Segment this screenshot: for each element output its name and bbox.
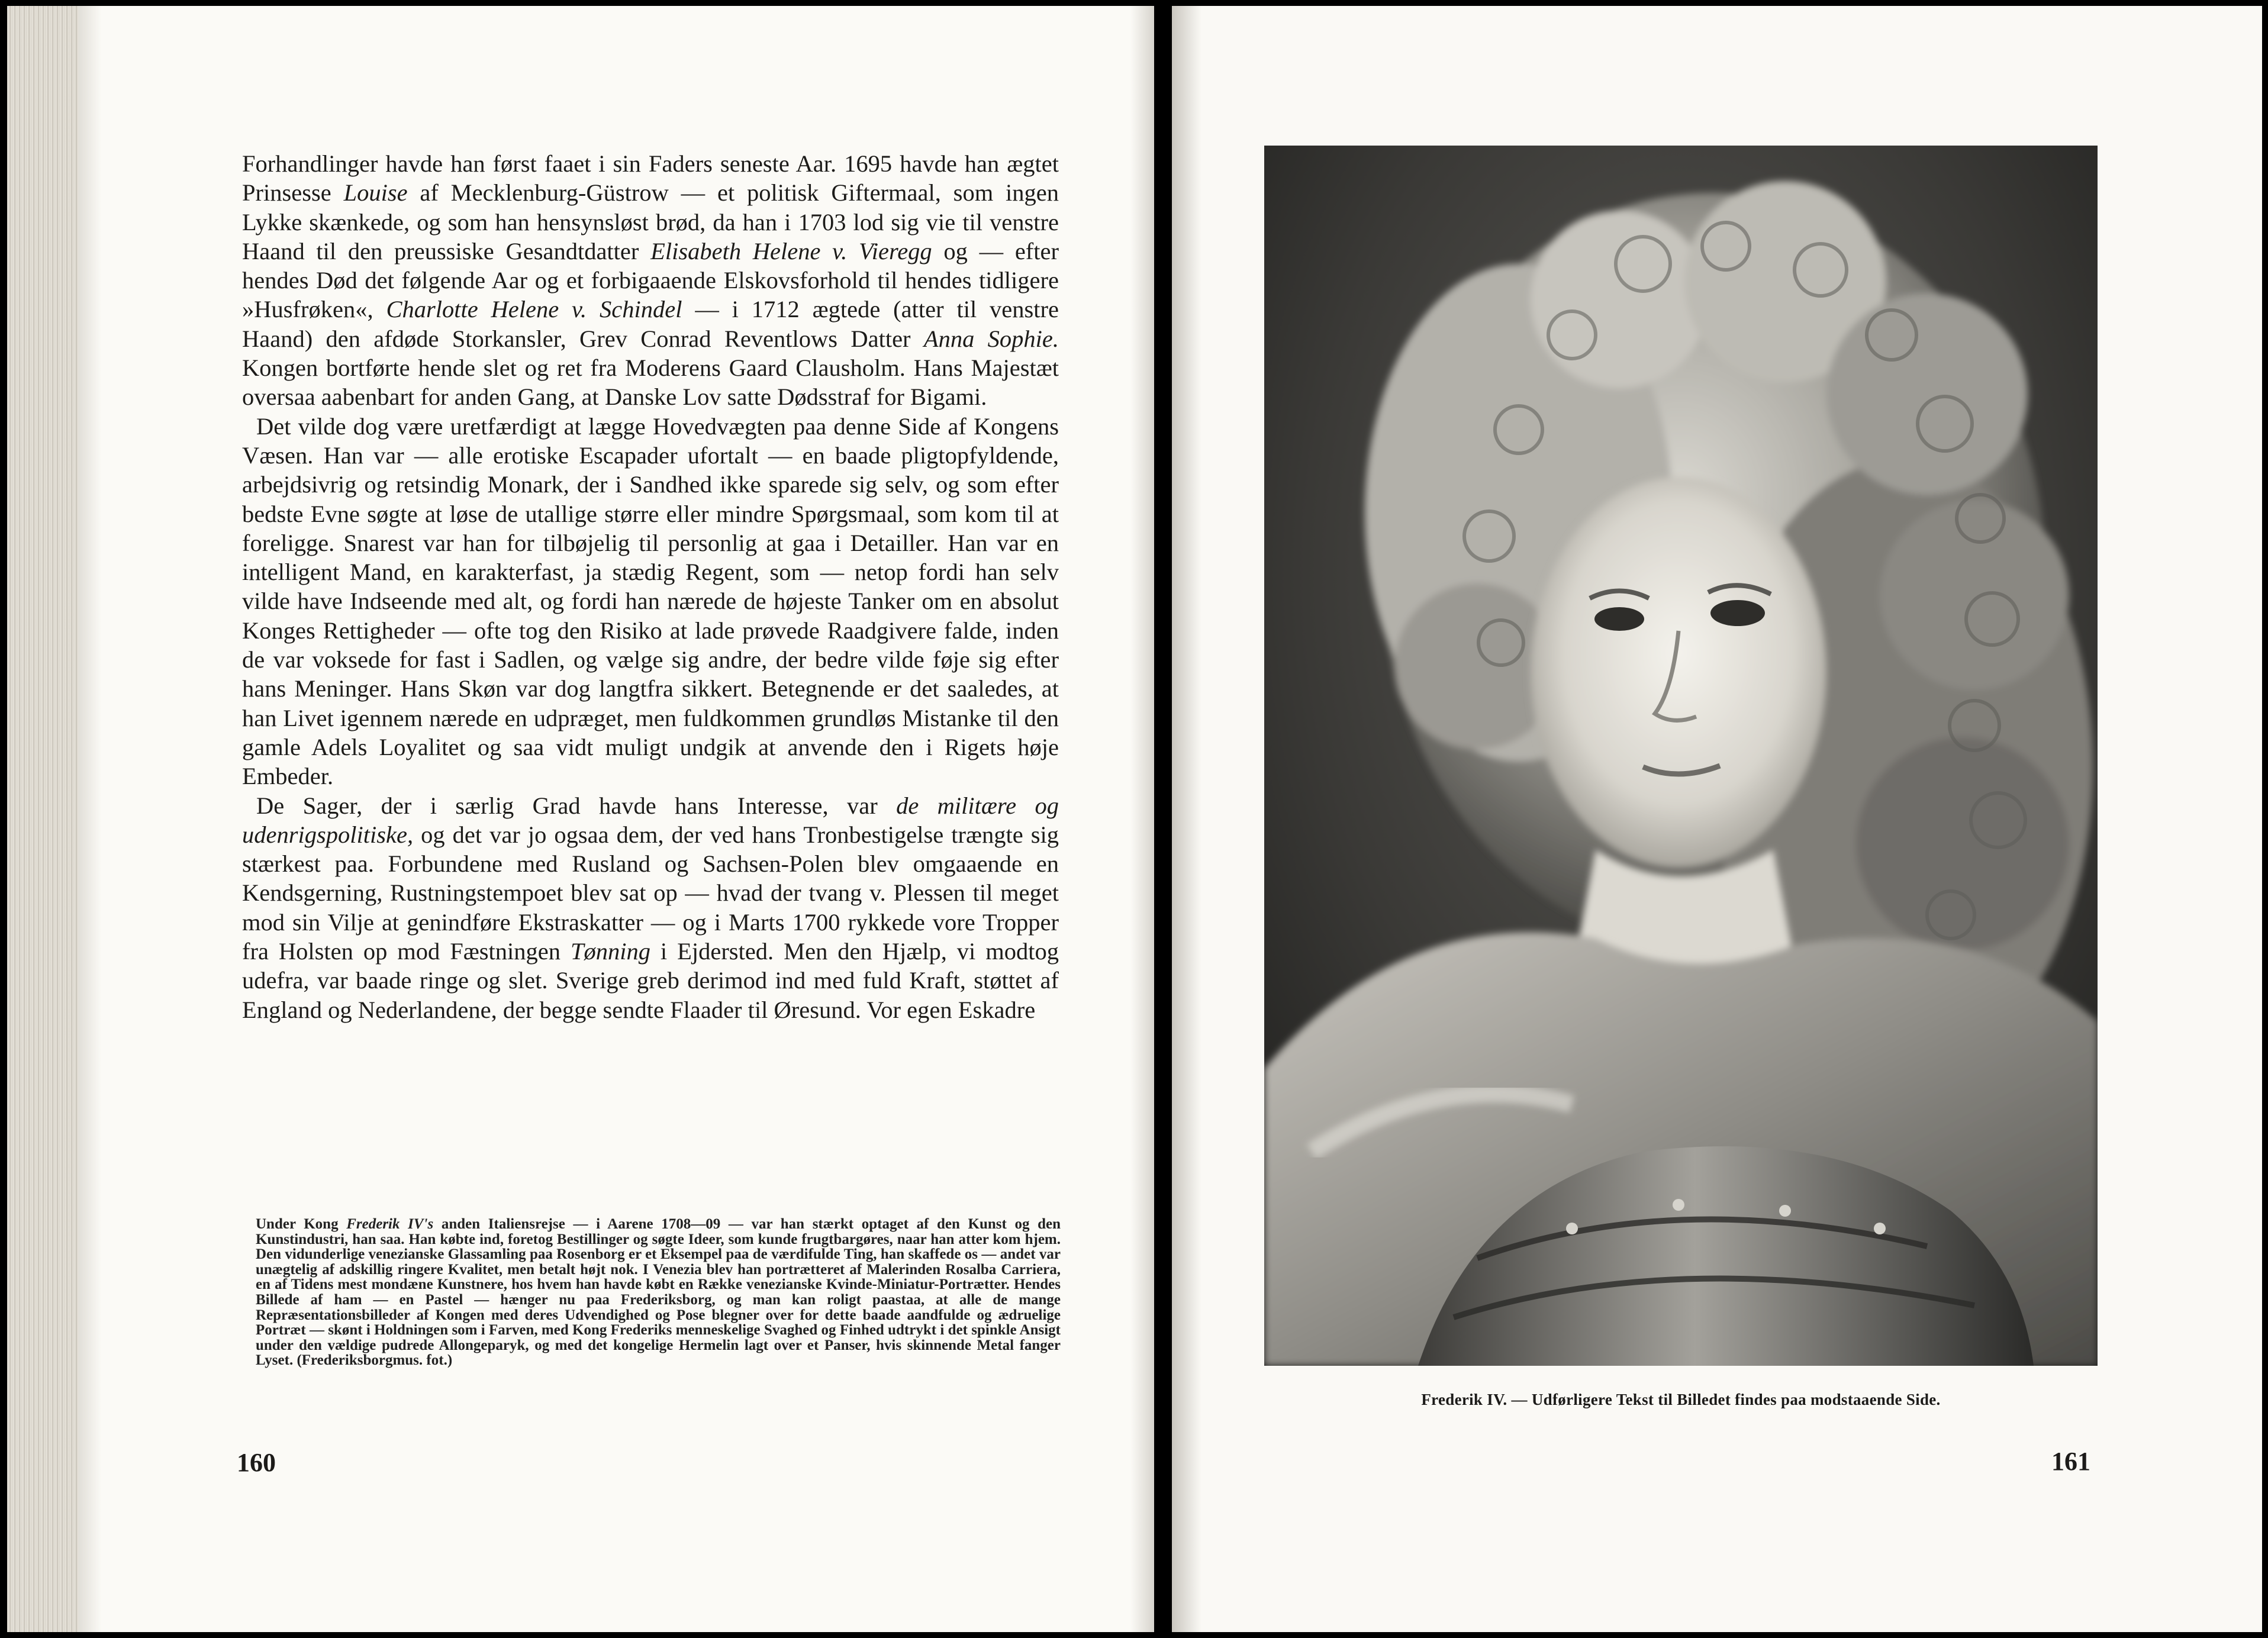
gutter-shadow (1130, 6, 1154, 1632)
body-text (242, 149, 1059, 1024)
scan-divider (1154, 0, 1172, 1638)
italic-text: Elisabeth Helene v. Vieregg (650, 237, 932, 265)
page-number-right: 161 (2051, 1447, 2090, 1476)
left-page (7, 6, 1154, 1632)
italic-text: Anna Sophie. (923, 325, 1059, 352)
text-run: Det vilde dog være uretfærdigt at lægge Hovedvægten paa denne Side af Kongens Væsen. Han var — alle erotiske Escapader ufortalt — en baade pligtopfyldende, arbejdsivrig og retsindig Monark, der i Sandhed ikke sparede sig selv, og som efter bedste Evne søgte at løse de utallige større eller mindre Spørgsmaal, som kom til at foreligge. Snarest var han for tilbøjelig til personlig at gaa i Detailler. Han var en intelligent Mand, en karakterfast, ja stædig Regent, som — netop fordi han selv vilde have Indseende med alt, og fordi han nærede de højeste Tanker om en absolut Konges Rettigheder — ofte tog den Risiko at lade prøvede Raadgivere falde, inden de var voksede for fast i Sadlen, og vælge sig andre, der bedre vilde føje sig efter hans Meninger. Hans Skøn var dog langtfra sikkert. Betegnende er det saaledes, at han Livet igennem nærede en udpræget, men fuldkommen grundløs Mistanke til den gamle Adels Loyalitet og saa vidt muligt undgik at anvende den i Rigets høje Embeder. (242, 412, 1059, 790)
text-run: anden Italiensrejse — i Aarene 1708—09 — var han stærkt optaget af den Kunst og den Kunstindustri, han saa. Han købte ind, foretog Bestillinger og søgte Ideer, som kunde frugtbargøres, naar han atter kom hjem. Den vidunderlige venezianske Glassamling paa Rosenborg er et Eksempel paa de værdifulde Ting, han skaffede os — andet var unægtelig af adskillig ringere Kvalitet, men betalt højt nok. I Venezia blev han portrætteret af Malerinden Rosalba Carriera, en af Tidens mest mondæne Kunstnere, hos hvem han havde købt en Række venezianske Kvinde-Miniatur-Portrætter. Hendes Billede af ham — en Pastel — hænger nu paa Frederiksborg, og man kan roligt paastaa, at alle de mange Repræsentationsbilleder af Kongen med deres Udvendighed og Pose blegner over for dette baade aandfulde og ædruelige Portræt — skønt i Holdningen som i Farven, med Kong Frederiks menneskelige Svaghed og Finhed udtrykt i det spinkle Ansigt under den vældige pudrede Allongeparyk, og med det kongelige Hermelin lagt over et Panser, hvis skinnende Metal fanger Lyset. (Frederiksborgmus. fot.) (256, 1216, 1061, 1369)
text-run: — i 1712 ægtede (atter til venstre Haand) den afdøde Storkansler, Grev Conrad Reventlows Datter (242, 296, 1059, 352)
text-run: Forhandlinger havde han først faaet i sin Faders seneste Aar. 1695 havde han ægtet Prinsesse (242, 150, 1059, 207)
right-page (1172, 6, 2262, 1632)
portrait-image (1264, 146, 2098, 1366)
page-edges (7, 6, 78, 1632)
gutter-shadow (1172, 6, 1201, 1632)
paragraph (242, 412, 1059, 791)
text-run: Under Kong (256, 1216, 347, 1232)
italic-text: Louise (343, 179, 408, 207)
italic-text: Tønning (570, 938, 650, 965)
paragraph (242, 149, 1059, 412)
italic-text: Frederik IV's (346, 1216, 434, 1232)
portrait-caption: Frederik IV. — Udførligere Tekst til Billedet findes paa modstaaende Side. (1421, 1391, 1941, 1408)
image-caption-detail (256, 1217, 1061, 1368)
text-run: Kongen bortførte hende slet og ret fra Moderens Gaard Clausholm. Hans Majestæt oversaa aabenbart for anden Gang, at Danske Lov satte Dødsstraf for Bigami. (242, 354, 1059, 411)
text-run: De Sager, der i særlig Grad havde hans Interesse, var (256, 792, 897, 819)
text-run: og — efter hendes Død det følgende Aar og et forbigaaende Elskovsforhold til hendes tidligere »Husfrøken«, (242, 237, 1059, 323)
text-run: og det var jo ogsaa dem, der ved hans Tronbestigelse trængte sig stærkest paa. Forbundene med Rusland og Sachsen-Polen blev omgaaende en Kendsgerning, Rustningstempoet blev sat op — hvad der tvang v. Plessen til meget mod sin Vilje at genindføre Ekstraskatter — og i Marts 1700 rykkede vore Tropper fra Holsten op mod Fæstningen (242, 821, 1059, 965)
paragraph (242, 791, 1059, 1024)
italic-text: Charlotte Helene v. Schindel (386, 296, 682, 323)
page-number-left: 160 (237, 1448, 276, 1477)
italic-text: de militære og udenrigspolitiske, (242, 792, 1059, 848)
text-run: i Ejdersted. Men den Hjælp, vi modtog udefra, var baade ringe og slet. Sverige greb derimod ind med fuld Kraft, støttet af England og Nederlandene, der begge sendte Flaader til Øresund. Vor egen Eskadre (242, 938, 1059, 1023)
text-run: af Mecklenburg-Güstrow — et politisk Giftermaal, som ingen Lykke skænkede, og som han hensynsløst brød, da han i 1703 lod sig vie til venstre Haand til den preussiske Gesandtdatter (242, 179, 1059, 265)
portrait-illustration (1264, 146, 2098, 1366)
